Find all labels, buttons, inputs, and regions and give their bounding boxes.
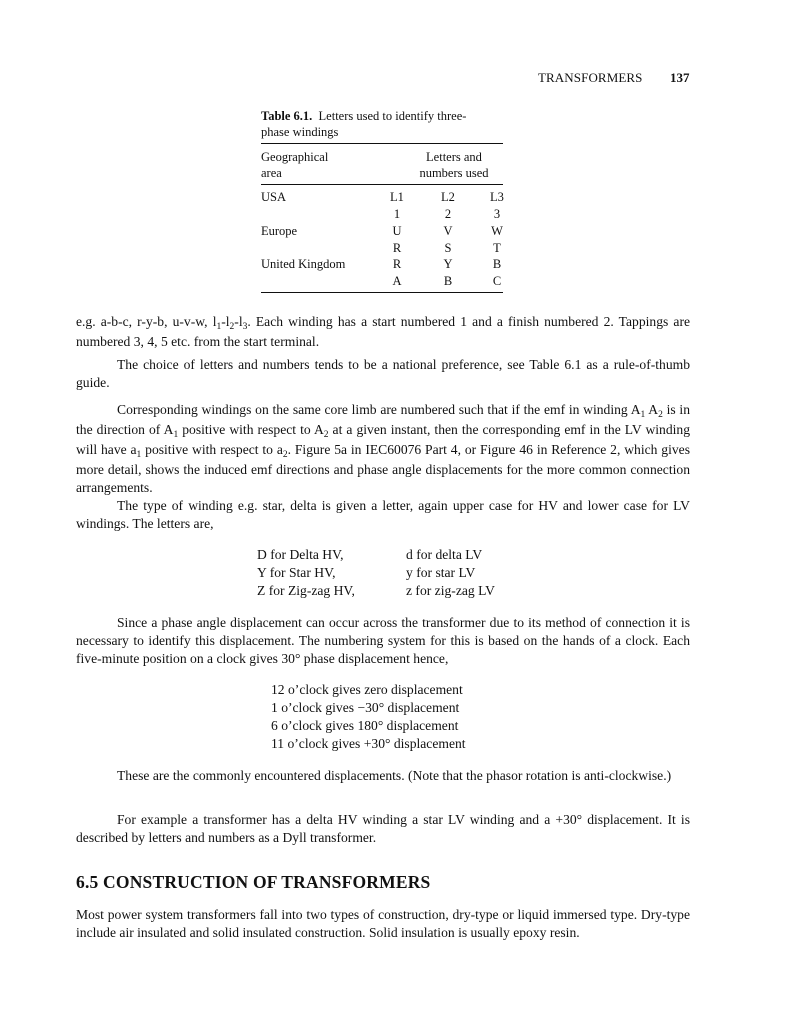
list-item: 12 o’clock gives zero displacement: [271, 682, 463, 697]
text-run: Corresponding windings on the same core limb are numbered such that if the emf in winding A: [117, 402, 641, 417]
subscript: 2: [282, 450, 288, 460]
text-run: e.g. a-b-c, r-y-b, u-v-w, l: [76, 314, 217, 329]
list-item-hv: Z for Zig-zag HV,: [257, 583, 355, 598]
running-title: TRANSFORMERS: [538, 70, 643, 85]
table-cell-l1: L1: [390, 190, 404, 204]
list-item: 1 o’clock gives −30° displacement: [271, 700, 460, 715]
table-cell-l1: R: [392, 257, 402, 271]
paragraph-winding-labels: [76, 313, 690, 351]
table-cell-l2: L2: [441, 190, 455, 204]
paragraph-phase-displacement: [76, 614, 690, 668]
paragraph-construction: [76, 906, 690, 942]
text-run: These are the commonly encountered displacements. (Note that the phasor rotation is anti-clockwise.): [117, 768, 672, 783]
subscript: 3: [242, 322, 248, 332]
paragraph-corresponding-windings: [76, 401, 690, 497]
subscript: 1: [173, 430, 179, 440]
table-header-area: [261, 149, 328, 181]
table-cell-l3: T: [493, 241, 501, 255]
table-cell-l1: R: [392, 241, 402, 255]
table-header-rule: [261, 184, 503, 185]
table-cell-l2: S: [444, 241, 452, 255]
subscript: 1: [640, 410, 646, 420]
section-heading: 6.5 CONSTRUCTION OF TRANSFORMERS: [76, 872, 431, 892]
table-cell-l3: B: [492, 257, 502, 271]
text-run: For example a transformer has a delta HV winding a star LV winding and a +30° displacement. It is described by letters and numbers as a Dyll transformer.: [76, 812, 690, 845]
subscript: 2: [658, 410, 663, 420]
table-cell-area: USA: [261, 190, 287, 204]
paragraph-winding-type: [76, 497, 690, 533]
table-cell-l2: V: [443, 224, 453, 238]
table-cell-l3: W: [491, 224, 503, 238]
table-caption-text-2: phase windings: [261, 125, 339, 139]
table-cell-l2: B: [443, 274, 453, 288]
table-top-rule: [261, 143, 503, 144]
paragraph-example: [76, 811, 690, 847]
text-run: The choice of letters and numbers tends to be a national preference, see Table 6.1 as a rule-of-thumb guide.: [76, 357, 690, 390]
text-run: Since a phase angle displacement can occur across the transformer due to its method of connection it is necessary to identify this displacement. The numbering system for this is based on the hands of a clock. Each five-minute position on a clock gives 30° phase displacement hence,: [76, 615, 690, 666]
page-number: 137: [670, 70, 690, 85]
table-cell-l3: 3: [493, 207, 501, 221]
table-cell-area: Europe: [261, 224, 298, 238]
list-item: 11 o’clock gives +30° displacement: [271, 736, 466, 751]
table-cell-l2: Y: [443, 257, 453, 271]
list-item: 6 o’clock gives 180° displacement: [271, 718, 459, 733]
table-cell-area: United Kingdom: [261, 257, 346, 271]
subscript: 2: [323, 430, 329, 440]
text-run: positive with respect to A: [178, 422, 324, 437]
text-run: A: [645, 402, 659, 417]
table-caption-text: Letters used to identify three-: [318, 109, 467, 123]
text-run: at a given instant, then the corresponding emf in the LV winding will have a: [76, 422, 690, 457]
text-run: positive with respect to a: [141, 442, 283, 457]
list-item-hv: Y for Star HV,: [257, 565, 336, 580]
text-run: . Figure 5a in IEC60076 Part 4, or Figure 46 in Reference 2, which gives more detail, shows the induced emf directions and phase angle displacements for the more common connection arrangements.: [76, 442, 690, 495]
table-cell-l1: 1: [393, 207, 401, 221]
table-header-area-line2: area: [261, 166, 282, 180]
table-header-letters: [400, 149, 508, 181]
table-cell-l3: C: [492, 274, 502, 288]
list-item-lv: z for zig-zag LV: [406, 583, 495, 598]
list-item-hv: D for Delta HV,: [257, 547, 344, 562]
text-run: -l: [234, 314, 243, 329]
table-cell-l1: A: [392, 274, 402, 288]
text-run: is in the direction of A: [76, 402, 691, 437]
text-run: . Each winding has a start numbered 1 and a finish numbered 2. Tappings are numbered 3, 4, 5 etc. from the start terminal.: [76, 314, 690, 349]
table-cell-l3: L3: [490, 190, 504, 204]
subscript: 1: [136, 450, 142, 460]
table-bottom-rule: [261, 292, 503, 293]
list-item-lv: d for delta LV: [406, 547, 483, 562]
text-run: -l: [221, 314, 230, 329]
table-header-area-line1: Geographical: [261, 150, 329, 164]
text-run: Most power system transformers fall into two types of construction, dry-type or liquid immersed type. Dry-type include air insulated and solid insulated construction. Solid insulation is usually epoxy resin.: [76, 907, 690, 940]
table-cell-l1: U: [392, 224, 402, 238]
paragraph-common-displacements: [76, 767, 690, 785]
subscript: 1: [216, 322, 222, 332]
table-header-letters-line1: Letters and: [426, 150, 482, 164]
table-caption: [261, 108, 511, 140]
table-caption-label: Table 6.1.: [261, 109, 313, 123]
subscript: 2: [229, 322, 235, 332]
list-item-lv: y for star LV: [406, 565, 476, 580]
paragraph-national-preference: [76, 356, 690, 392]
text-run: The type of winding e.g. star, delta is given a letter, again upper case for HV and lower case for LV windings. The letters are,: [76, 498, 690, 531]
table-cell-l2: 2: [444, 207, 452, 221]
table-header-letters-line2: numbers used: [419, 166, 489, 180]
